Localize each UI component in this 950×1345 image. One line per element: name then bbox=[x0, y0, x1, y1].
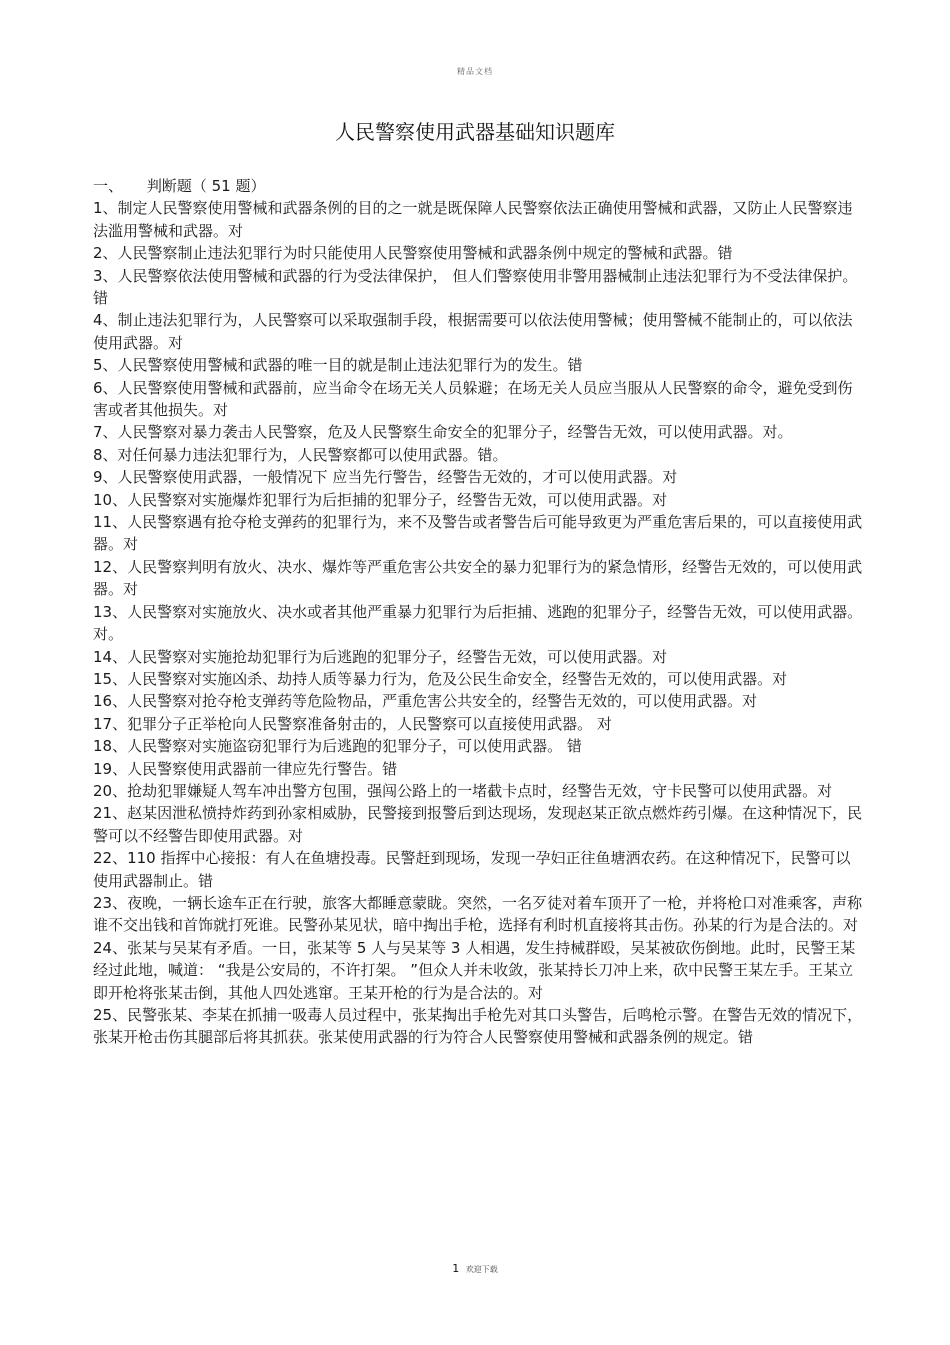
question-item: 11、人民警察遇有抢夺枪支弹药的犯罪行为，来不及警告或者警告后可能导致更为严重危害后果的，可以直接使用武器。对 bbox=[93, 513, 863, 554]
section-heading: 一、 判断题（ 51 题） bbox=[93, 177, 266, 195]
question-item: 5、人民警察使用警械和武器的唯一目的就是制止违法犯罪行为的发生。错 bbox=[93, 356, 583, 375]
question-list bbox=[93, 175, 863, 1049]
question-item: 22、110 指挥中心接报：有人在鱼塘投毒。民警赶到现场，发现一孕妇正往鱼塘洒农药。在这种情况下，民警可以使用武器制止。错 bbox=[93, 849, 851, 890]
question-item: 6、人民警察使用警械和武器前，应当命令在场无关人员躲避；在场无关人员应当服从人民警察的命令，避免受到伤害或者其他损失。对 bbox=[93, 378, 853, 420]
question-item: 15、人民警察对实施凶杀、劫持人质等暴力行为，危及公民生命安全，经警告无效的，可以使用武器。对 bbox=[93, 669, 788, 688]
document-title: 人民警察使用武器基础知识题库 bbox=[335, 120, 615, 144]
page-footer bbox=[0, 1262, 950, 1275]
question-item: 14、人民警察对实施抢劫犯罪行为后逃跑的犯罪分子，经警告无效，可以使用武器。对 bbox=[93, 647, 668, 666]
page-number: 1 bbox=[452, 1262, 460, 1275]
question-item: 18、人民警察对实施盗窃犯罪行为后逃跑的犯罪分子，可以使用武器。 错 bbox=[93, 737, 582, 756]
question-item: 9、人民警察使用武器，一般情况下 应当先行警告，经警告无效的，才可以使用武器。对 bbox=[93, 468, 678, 487]
question-item: 2、人民警察制止违法犯罪行为时只能使用人民警察使用警械和武器条例中规定的警械和武器。错 bbox=[93, 244, 733, 263]
question-item: 24、张某与吴某有矛盾。一日，张某等 5 人与吴某等 3 人相遇，发生持械群殴，吴某被砍伤倒地。此时，民警王某经过此地，喊道： “我是公安局的，不许打架。 ”但众人并未收敛，张某持长刀冲上来，砍中民警王某左手。王某立即开枪将张某击倒，其他人四处逃窜。王某开枪的行为是合法的。对 bbox=[93, 938, 856, 1002]
question-item: 16、人民警察对抢夺枪支弹药等危险物品，严重危害公共安全的，经警告无效的，可以使用武器。对 bbox=[93, 692, 758, 711]
question-item: 10、人民警察对实施爆炸犯罪行为后拒捕的犯罪分子，经警告无效，可以使用武器。对 bbox=[93, 490, 668, 509]
question-item: 7、人民警察对暴力袭击人民警察，危及人民警察生命安全的犯罪分子，经警告无效，可以使用武器。对。 bbox=[93, 423, 793, 442]
header-watermark: 精品文档 bbox=[457, 67, 493, 76]
question-item: 13、人民警察对实施放火、决水或者其他严重暴力犯罪行为后拒捕、逃跑的犯罪分子，经警告无效，可以使用武器。对。 bbox=[93, 602, 863, 644]
question-item: 3、人民警察依法使用警械和武器的行为受法律保护， 但人们警察使用非警用器械制止违法犯罪行为不受法律保护。错 bbox=[93, 266, 858, 308]
question-item: 4、制止违法犯罪行为，人民警察可以采取强制手段，根据需要可以依法使用警械；使用警械不能制止的，可以依法使用武器。对 bbox=[93, 311, 853, 352]
question-item: 12、人民警察判明有放火、决水、爆炸等严重危害公共安全的暴力犯罪行为的紧急情形，经警告无效的，可以使用武器。对 bbox=[93, 557, 863, 599]
footer-watermark: 欢迎下载 bbox=[465, 1265, 498, 1274]
question-item: 23、夜晚，一辆长途车正在行驶，旅客大都睡意蒙眬。突然，一名歹徒对着车顶开了一枪，并将枪口对准乘客，声称谁不交出钱和首饰就打死谁。民警孙某见状，暗中掏出手枪，选择有利时机直接将其击伤。孙某的行为是合法的。对 bbox=[93, 893, 863, 935]
question-item: 25、民警张某、李某在抓捕一吸毒人员过程中，张某掏出手枪先对其口头警告，后鸣枪示警。在警告无效的情况下，张某开枪击伤其腿部后将其抓获。张某使用武器的行为符合人民警察使用警械和武器条例的规定。错 bbox=[93, 1006, 863, 1047]
question-item: 21、赵某因泄私愤持炸药到孙家相威胁，民警接到报警后到达现场，发现赵某正欲点燃炸药引爆。在这种情况下，民警可以不经警告即使用武器。对 bbox=[93, 804, 863, 845]
question-item: 19、人民警察使用武器前一律应先行警告。错 bbox=[93, 759, 398, 778]
question-item: 20、抢劫犯罪嫌疑人驾车冲出警方包围，强闯公路上的一堵截卡点时，经警告无效，守卡民警可以使用武器。对 bbox=[93, 781, 833, 800]
question-item: 17、犯罪分子正举枪向人民警察准备射击的，人民警察可以直接使用武器。 对 bbox=[93, 714, 612, 733]
question-item: 8、对任何暴力违法犯罪行为，人民警察都可以使用武器。错。 bbox=[93, 445, 508, 464]
question-item: 1、制定人民警察使用警械和武器条例的目的之一就是既保障人民警察依法正确使用警械和武器，又防止人民警察违法滥用警械和武器。对 bbox=[93, 199, 853, 240]
